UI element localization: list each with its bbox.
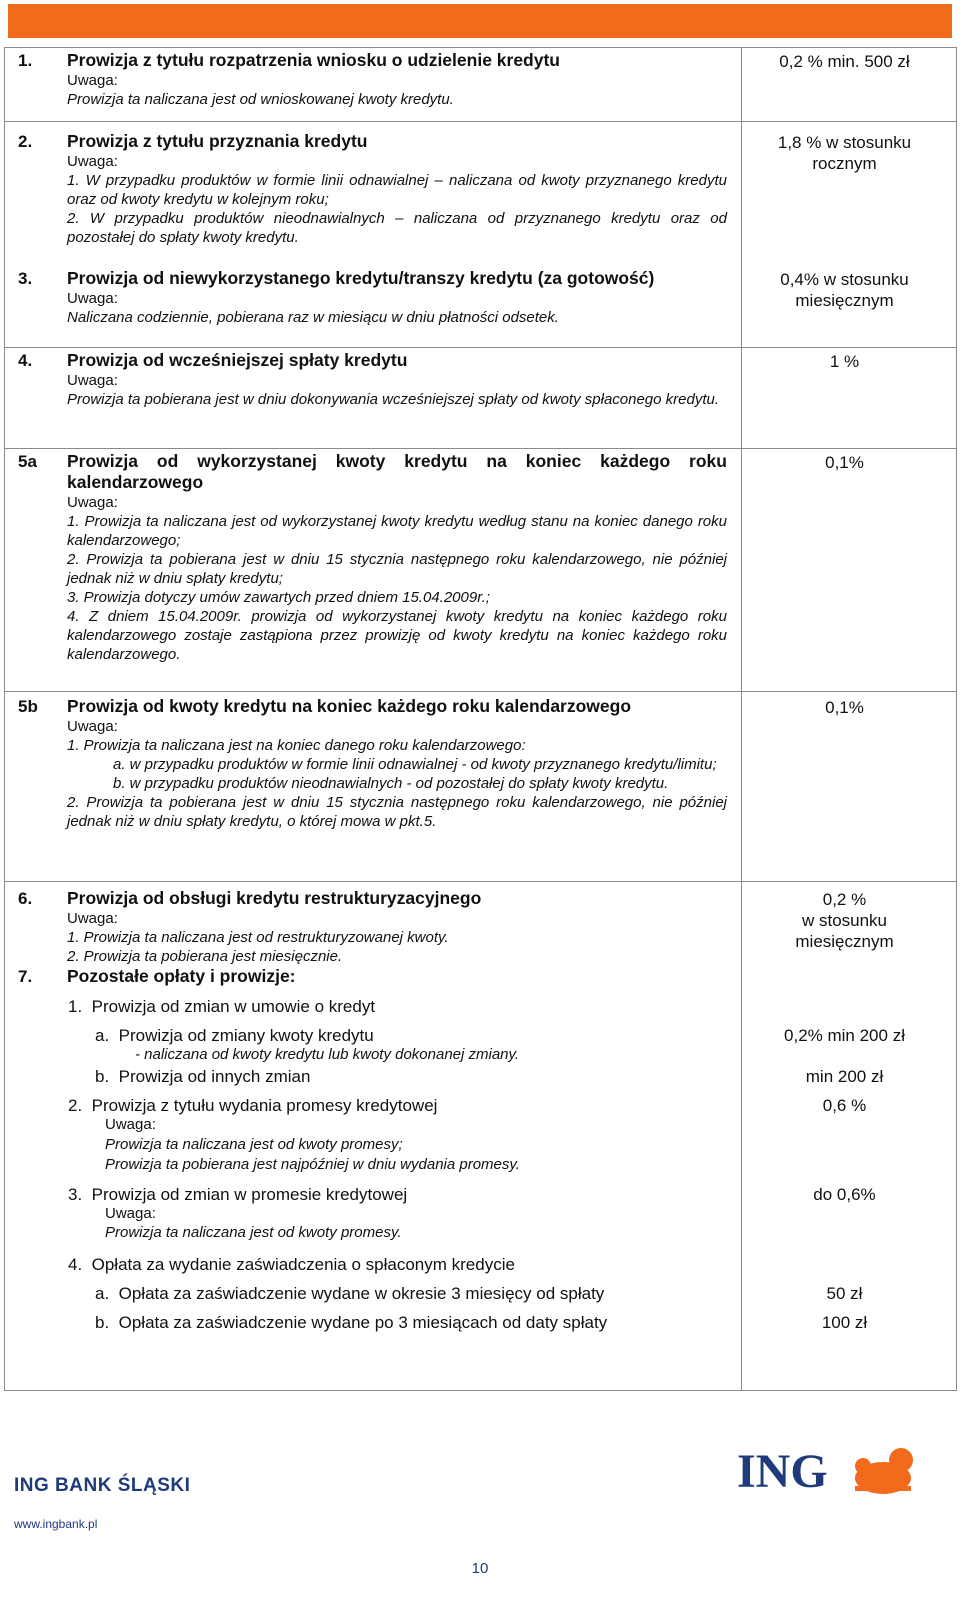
row-6-note-1: 1. Prowizja ta naliczana jest od restrukturyzowanej kwoty. [67, 929, 449, 946]
row-6-rate-line-3: miesięcznym [795, 932, 894, 951]
row-1-description [67, 50, 727, 109]
row-1-rate: 0,2 % min. 500 zł [779, 52, 910, 71]
section-7-sub-2: 2. Prowizja z tytułu wydania promesy kredytowej [68, 1096, 438, 1115]
section-7-sub-1b: b. Prowizja od innych zmian [95, 1067, 311, 1086]
row-3-rate-line-1: 0,4% w stosunku [780, 270, 909, 289]
section-7-sub-1a-note: - naliczana od kwoty kredytu lub kwoty dokonanej zmiany. [135, 1046, 520, 1063]
row-1-title: Prowizja z tytułu rozpatrzenia wniosku o udzielenie kredytu [67, 50, 560, 70]
row-5b-note-a: a. w przypadku produktów w formie linii odnawialnej - od kwoty przyznanego kredytu/limitu; [113, 756, 717, 773]
row-divider [5, 881, 956, 882]
row-5b-rate: 0,1% [825, 698, 864, 717]
row-2-rate-line-2: rocznym [812, 154, 877, 173]
section-7-sub-2-rate: 0,6 % [822, 1096, 867, 1115]
row-5b-title: Prowizja od kwoty kredytu na koniec każdego roku kalendarzowego [67, 696, 632, 716]
row-5a-description [67, 451, 727, 664]
section-7-sub-1a-rate: 0,2% min 200 zł [784, 1026, 905, 1045]
section-7-sub-3: 3. Prowizja od zmian w promesie kredytowej [68, 1185, 408, 1204]
section-7-sub-3-rate: do 0,6% [813, 1185, 876, 1204]
ing-logo-text: ING [737, 1445, 828, 1498]
row-4-description [67, 350, 727, 409]
row-3-number: 3. [18, 269, 33, 288]
row-5b-note-b: b. w przypadku produktów nieodnawialnych - od pozostałej do spłaty kwoty kredytu. [113, 775, 669, 792]
row-5b-description [67, 696, 727, 831]
section-7-sub-2-note-1: Prowizja ta naliczana jest od kwoty promesy; [105, 1136, 403, 1153]
section-7-sub-4b: b. Opłata za zaświadczenie wydane po 3 miesiącach od daty spłaty [95, 1313, 608, 1332]
page-number: 10 [471, 1560, 489, 1577]
row-3-rate-line-2: miesięcznym [795, 291, 894, 310]
section-7-title: Pozostałe opłaty i prowizje: [67, 966, 296, 986]
section-7-sub-1: 1. Prowizja od zmian w umowie o kredyt [68, 997, 376, 1016]
row-1-number: 1. [18, 51, 33, 70]
row-2-note-1: 1. W przypadku produktów w formie linii odnawialnej – naliczana od kwoty przyznanego kredytu oraz od kwoty kredytu w kolejnym roku; [67, 172, 727, 208]
row-5a-note-label: Uwaga: [67, 494, 118, 511]
row-2-title: Prowizja z tytułu przyznania kredytu [67, 131, 368, 151]
row-6-number: 6. [18, 889, 33, 908]
section-7-sub-4b-rate: 100 zł [821, 1313, 868, 1332]
row-5a-title: Prowizja od wykorzystanej kwoty kredytu na koniec każdego roku kalendarzowego [67, 451, 727, 492]
row-6-title: Prowizja od obsługi kredytu restrukturyzacyjnego [67, 888, 482, 908]
row-1-note: Prowizja ta naliczana jest od wnioskowanej kwoty kredytu. [67, 91, 454, 108]
section-7-sub-4: 4. Opłata za wydanie zaświadczenia o spłaconym kredycie [68, 1255, 515, 1274]
row-1-note-label: Uwaga: [67, 72, 118, 89]
row-3-note: Naliczana codziennie, pobierana raz w miesiącu w dniu płatności odsetek. [67, 309, 559, 326]
row-divider [5, 691, 956, 692]
section-7-number: 7. [18, 967, 33, 986]
row-divider [5, 448, 956, 449]
footer-url: www.ingbank.pl [14, 1517, 98, 1531]
row-4-number: 4. [18, 351, 33, 370]
row-2-rate-line-1: 1,8 % w stosunku [777, 133, 912, 152]
row-5a-rate: 0,1% [825, 453, 864, 472]
row-4-rate: 1 % [829, 352, 860, 371]
row-5a-note-1: 1. Prowizja ta naliczana jest od wykorzystanej kwoty kredytu według stanu na koniec danego roku kalendarzowego; [67, 513, 727, 549]
row-2-note-2: 2. W przypadku produktów nieodnawialnych – naliczana od przyznanego kredytu oraz od pozostałej do spłaty kwoty kredytu. [67, 210, 727, 246]
row-5b-note-label: Uwaga: [67, 718, 118, 735]
section-7-sub-4a-rate: 50 zł [826, 1284, 863, 1303]
row-5b-number: 5b [18, 697, 38, 716]
row-3-rate [737, 269, 952, 311]
row-4-title: Prowizja od wcześniejszej spłaty kredytu [67, 350, 408, 370]
row-5b-note-2: 2. Prowizja ta pobierana jest w dniu 15 stycznia następnego roku kalendarzowego, nie później jednak niż w dniu spłaty kredytu, o której mowa w pkt.5. [67, 794, 727, 830]
section-7-sub-2-note-2: Prowizja ta pobierana jest najpóźniej w dniu wydania promesy. [105, 1156, 520, 1173]
row-divider [5, 121, 956, 122]
row-divider [5, 347, 956, 348]
row-6-note-2: 2. Prowizja ta pobierana jest miesięcznie. [67, 948, 343, 965]
row-6-rate-line-1: 0,2 % [822, 890, 867, 909]
row-5a-note-4: 4. Z dniem 15.04.2009r. prowizja od wykorzystanej kwoty kredytu na koniec każdego roku kalendarzowego zostaje zastąpiona przez prowizję od kwoty kredytu na koniec każdego roku kalendarzowego. [67, 608, 727, 663]
row-6-note-label: Uwaga: [67, 910, 118, 927]
row-2-note-label: Uwaga: [67, 153, 118, 170]
row-3-note-label: Uwaga: [67, 290, 118, 307]
row-2-number: 2. [18, 132, 33, 151]
row-5a-note-2: 2. Prowizja ta pobierana jest w dniu 15 stycznia następnego roku kalendarzowego, nie później jednak niż w dniu spłaty kredytu; [67, 551, 727, 587]
lion-icon [855, 1448, 913, 1494]
section-7-sub-1b-rate: min 200 zł [805, 1067, 884, 1086]
row-4-note-label: Uwaga: [67, 372, 118, 389]
row-2-rate [737, 132, 952, 174]
footer-brand: ING BANK ŚLĄSKI [14, 1475, 191, 1496]
section-7-sub-3-note-label: Uwaga: [105, 1205, 156, 1222]
section-7-sub-4a: a. Opłata za zaświadczenie wydane w okresie 3 miesięcy od spłaty [95, 1284, 605, 1303]
row-3-title: Prowizja od niewykorzystanego kredytu/transzy kredytu (za gotowość) [67, 268, 655, 288]
row-2-description [67, 131, 727, 247]
section-7-sub-3-note-1: Prowizja ta naliczana jest od kwoty promesy. [105, 1224, 402, 1241]
row-6-rate-line-2: w stosunku [801, 911, 888, 930]
row-5a-number: 5a [18, 452, 37, 471]
row-6-description [67, 888, 727, 966]
row-6-rate [737, 889, 952, 952]
row-3-description [67, 268, 727, 327]
row-5a-note-3: 3. Prowizja dotyczy umów zawartych przed dniem 15.04.2009r.; [67, 589, 490, 606]
row-4-note: Prowizja ta pobierana jest w dniu dokonywania wcześniejszej spłaty od kwoty spłaconego kredytu. [67, 391, 720, 408]
header-orange-bar [8, 4, 952, 38]
row-5b-note-1: 1. Prowizja ta naliczana jest na koniec danego roku kalendarzowego: [67, 737, 526, 754]
ing-logo [737, 1442, 917, 1500]
section-7-sub-1a: a. Prowizja od zmiany kwoty kredytu [95, 1026, 374, 1045]
section-7-sub-2-note-label: Uwaga: [105, 1116, 156, 1133]
